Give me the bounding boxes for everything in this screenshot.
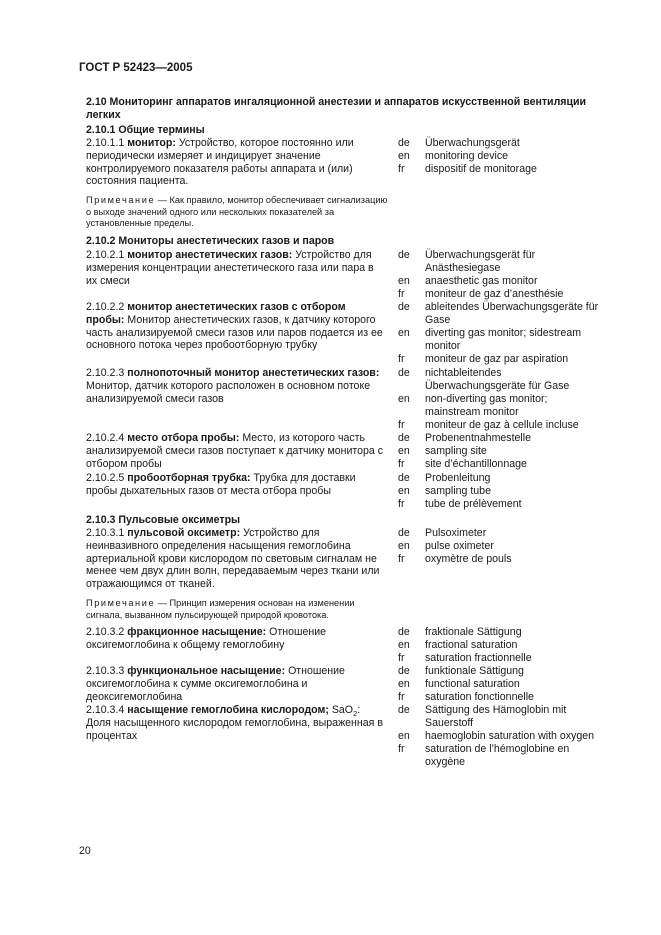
- translation-de: Überwachungsgerät: [425, 137, 520, 149]
- translation-en: functional saturation: [425, 678, 520, 690]
- translation-fr: saturation fonctionnelle: [425, 691, 534, 703]
- subsection-2-10-3: 2.10.3 Пульсовые оксиметры: [86, 514, 241, 526]
- translation-de: ableitendes Überwachungsgeräte für: [425, 301, 599, 313]
- translation-de-cont: Überwachungsgeräte für Gase: [425, 380, 570, 392]
- note-monitor: Примечание — Как правило, монитор обеспечивает сигнализацию о выходе значений одного или нескольких показателей за установленные пределы.: [86, 195, 388, 229]
- lang-en: en: [398, 275, 410, 287]
- lang-de: de: [398, 432, 410, 444]
- term-mainstream-monitor: 2.10.2.3 полнопоточный монитор анестетических газов: Монитор, датчик которого расположен в основном потоке анализируемой смеси газов: [86, 367, 380, 405]
- term-anaesthetic-gas-monitor: 2.10.2.1 монитор анестетических газов: Устройство для измерения концентрации анестетического газа или пара в их смеси: [86, 249, 374, 287]
- lang-de: de: [398, 301, 410, 313]
- translation-en-cont: mainstream monitor: [425, 406, 519, 418]
- lang-de: de: [398, 249, 410, 261]
- lang-fr: fr: [398, 288, 405, 300]
- translation-en: monitoring device: [425, 150, 509, 162]
- translation-fr: saturation fractionnelle: [425, 652, 532, 664]
- lang-en: en: [398, 540, 410, 552]
- lang-en: en: [398, 445, 410, 457]
- translation-de: Überwachungsgerät für: [425, 249, 536, 261]
- lang-fr: fr: [398, 458, 405, 470]
- term-haemoglobin-saturation: 2.10.3.4 насыщение гемоглобина кислородом; SaO$_2$: Доля насыщенного кислородом гемоглобина, выраженная в процентах: [86, 704, 383, 742]
- translation-de: Probenleitung: [425, 472, 491, 484]
- translation-en: anaesthetic gas monitor: [425, 275, 538, 287]
- translation-en: haemoglobin saturation with oxygen: [425, 730, 595, 742]
- term-pulse-oximeter: 2.10.3.1 пульсовой оксиметр: Устройство для неинвазивного определения насыщения гемоглобина артериальной крови кислородом по световым сигналам не менее чем двух длин волн, передаваемым через ткани или отражающимся от тканей.: [86, 527, 380, 591]
- lang-fr: fr: [398, 691, 405, 703]
- translation-fr: moniteur de gaz d’anesthésie: [425, 288, 564, 300]
- lang-fr: fr: [398, 553, 405, 565]
- term-sidestream-monitor: 2.10.2.2 монитор анестетических газов с отбором пробы: Монитор анестетических газов, к датчику которого часть анализируемой смеси газов или паров подается из ее основного потока через пробоотборную трубку: [86, 301, 383, 352]
- translation-fr: site d’échantillonnage: [425, 458, 527, 470]
- lang-de: de: [398, 472, 410, 484]
- term-sampling-tube: 2.10.2.5 пробоотборная трубка: Трубка для доставки пробы дыхательных газов от места отбора пробы: [86, 472, 356, 497]
- translation-en: fractional saturation: [425, 639, 518, 651]
- document-header: ГОСТ Р 52423—2005: [79, 62, 193, 74]
- lang-en: en: [398, 150, 410, 162]
- subsection-2-10-1: 2.10.1 Общие термины: [86, 124, 205, 136]
- translation-fr: tube de prélèvement: [425, 498, 522, 510]
- lang-de: de: [398, 626, 410, 638]
- subsection-2-10-2: 2.10.2 Мониторы анестетических газов и паров: [86, 235, 335, 247]
- translation-en: pulse oximeter: [425, 540, 494, 552]
- page-number: 20: [79, 845, 91, 857]
- section-title: 2.10 Мониторинг аппаратов ингаляционной анестезии и аппаратов искусственной вентиляции легких: [86, 96, 587, 121]
- lang-de: de: [398, 137, 410, 149]
- translation-fr: dispositif de monitorage: [425, 163, 537, 175]
- term-functional-saturation: 2.10.3.3 функциональное насыщение: Отношение оксигемоглобина к сумме оксигемоглобина и деоксигемоглобина: [86, 665, 345, 703]
- translation-de: Probenentnahmestelle: [425, 432, 532, 444]
- lang-fr: fr: [398, 652, 405, 664]
- lang-en: en: [398, 678, 410, 690]
- term-monitor: 2.10.1.1 монитор: Устройство, которое постоянно или периодически измеряет и индицирует значение контролируемого показателя работы аппарата и (или) состояния пациента.: [86, 137, 354, 188]
- lang-de: de: [398, 665, 410, 677]
- translation-fr: moniteur de gaz à cellule incluse: [425, 419, 579, 431]
- translation-fr: oxymètre de pouls: [425, 553, 512, 565]
- lang-fr: fr: [398, 498, 405, 510]
- translation-de: nichtableitendes: [425, 367, 502, 379]
- translation-en: sampling site: [425, 445, 487, 457]
- translation-de: Sättigung des Hämoglobin mit: [425, 704, 567, 716]
- lang-en: en: [398, 327, 410, 339]
- lang-de: de: [398, 367, 410, 379]
- translation-fr: moniteur de gaz par aspiration: [425, 353, 569, 365]
- translation-de: funktionale Sättigung: [425, 665, 524, 677]
- lang-fr: fr: [398, 353, 405, 365]
- translation-de-cont: Gase: [425, 314, 451, 326]
- translation-de: Pulsoximeter: [425, 527, 487, 539]
- note-pulse-oximeter: Примечание — Принцип измерения основан на изменении сигнала, вызванном пульсирующей природой кровотока.: [86, 598, 355, 620]
- lang-en: en: [398, 485, 410, 497]
- lang-fr: fr: [398, 419, 405, 431]
- translation-fr-cont: oxygène: [425, 756, 466, 768]
- lang-en: en: [398, 639, 410, 651]
- lang-en: en: [398, 393, 410, 405]
- translation-de-cont: Sauerstoff: [425, 717, 474, 729]
- translation-en: diverting gas monitor; sidestream: [425, 327, 582, 339]
- term-fractional-saturation: 2.10.3.2 фракционное насыщение: Отношение оксигемоглобина к общему гемоглобину: [86, 626, 327, 651]
- lang-en: en: [398, 730, 410, 742]
- translation-de: fraktionale Sättigung: [425, 626, 522, 638]
- lang-fr: fr: [398, 743, 405, 755]
- term-sampling-site: 2.10.2.4 место отбора пробы: Место, из которого часть анализируемой смеси газов поступает к датчику монитора с отбором пробы: [86, 432, 384, 470]
- translation-fr: saturation de l’hémoglobine en: [425, 743, 570, 755]
- translation-en: non-diverting gas monitor;: [425, 393, 548, 405]
- translation-en-cont: monitor: [425, 340, 461, 352]
- lang-fr: fr: [398, 163, 405, 175]
- translation-de-cont: Anästhesiegase: [425, 262, 501, 274]
- lang-de: de: [398, 704, 410, 716]
- translation-en: sampling tube: [425, 485, 491, 497]
- lang-de: de: [398, 527, 410, 539]
